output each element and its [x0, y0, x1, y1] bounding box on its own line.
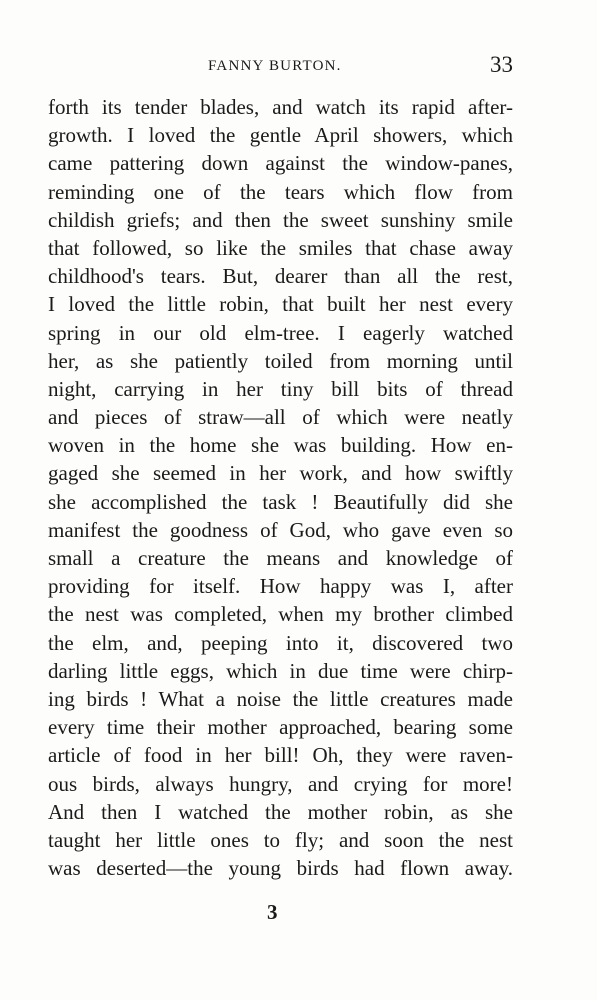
signature-mark: 3	[267, 900, 278, 924]
text-line: darling little eggs, which in due time were chirp-	[48, 658, 513, 683]
text-line: childhood's tears. But, dearer than all the rest,	[48, 264, 513, 289]
page-header	[48, 52, 513, 82]
text-line: growth. I loved the gentle April showers, which	[48, 123, 513, 148]
text-line: manifest the goodness of God, who gave even so	[48, 517, 513, 542]
text-line: and pieces of straw—all of which were neatly	[48, 405, 513, 430]
text-line: was deserted—the young birds had flown away.	[48, 856, 513, 881]
text-line: gaged she seemed in her work, and how swiftly	[48, 461, 513, 486]
text-line: spring in our old elm-tree. I eagerly watched	[48, 320, 513, 345]
text-line: ing birds ! What a noise the little creatures made	[48, 686, 513, 711]
running-title: FANNY BURTON.	[208, 58, 342, 74]
text-line: the nest was completed, when my brother climbed	[48, 602, 513, 627]
text-line: every time their mother approached, bearing some	[48, 715, 513, 740]
text-line: ous birds, always hungry, and crying for more!	[48, 771, 513, 796]
text-line: small a creature the means and knowledge of	[48, 546, 513, 570]
text-line: forth its tender blades, and watch its rapid after-	[48, 95, 513, 119]
text-line: the elm, and, peeping into it, discovered two	[48, 630, 513, 655]
text-line: woven in the home she was building. How en-	[48, 433, 513, 458]
text-line: reminding one of the tears which flow from	[48, 179, 513, 204]
text-line: night, carrying in her tiny bill bits of thread	[48, 376, 513, 401]
body-text	[48, 93, 513, 882]
text-line: I loved the little robin, that built her nest every	[48, 292, 513, 317]
text-line: providing for itself. How happy was I, after	[48, 574, 513, 599]
text-line: article of food in her bill! Oh, they were raven-	[48, 743, 513, 768]
text-line: came pattering down against the window-panes,	[48, 151, 513, 176]
text-line: taught her little ones to fly; and soon the nest	[48, 827, 513, 852]
text-line: she accomplished the task ! Beautifully did she	[48, 489, 513, 514]
text-line: her, as she patiently toiled from morning until	[48, 348, 513, 373]
text-line: that followed, so like the smiles that chase away	[48, 235, 513, 260]
text-line: childish griefs; and then the sweet sunshiny smile	[48, 207, 513, 232]
page-number: 33	[490, 52, 513, 77]
text-line: And then I watched the mother robin, as she	[48, 799, 513, 824]
